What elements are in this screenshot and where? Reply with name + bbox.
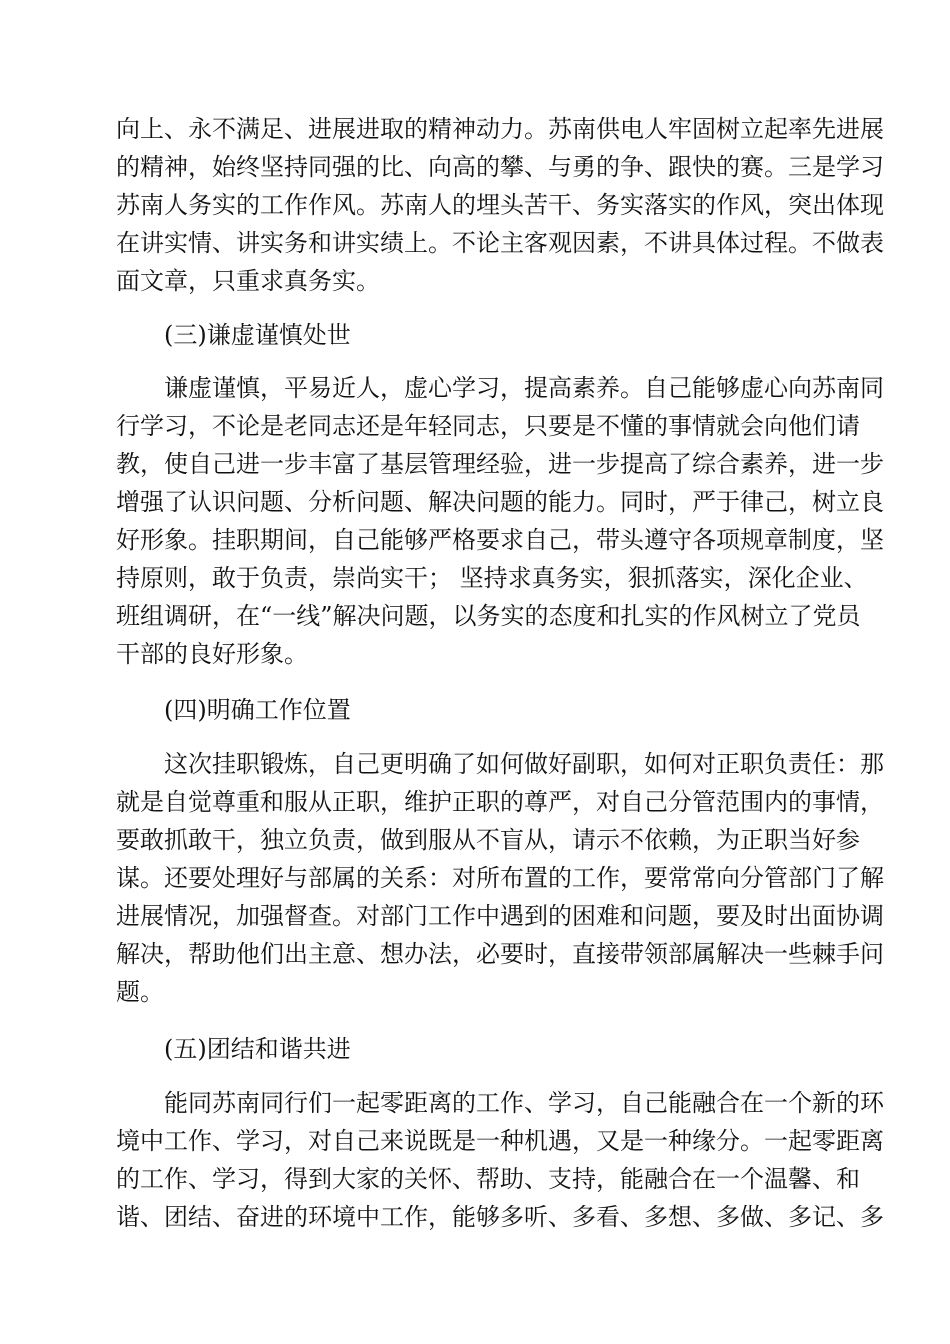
section-heading: (三)谦虚谨慎处世: [164, 321, 351, 349]
paragraph-line: 的精神，始终坚持同强的比、向高的攀、与勇的争、跟快的赛。三是学习: [116, 153, 884, 181]
section-heading: (五)团结和谐共进: [164, 1035, 351, 1063]
paragraph-line: 面文章，只重求真务实。: [116, 267, 380, 295]
paragraph-line: 增强了认识问题、分析问题、解决问题的能力。同时，严于律己，树立良: [116, 488, 884, 516]
paragraph-line: 要敢抓敢干，独立负责，做到服从不盲从，请示不依赖，为正职当好参: [116, 826, 860, 854]
paragraph-line: 这次挂职锻炼，自己更明确了如何做好副职，如何对正职负责任：那: [164, 750, 884, 778]
paragraph-line: 题。: [116, 978, 164, 1006]
section-heading: (四)明确工作位置: [164, 696, 351, 724]
paragraph-line: 解决，帮助他们出主意、想办法，必要时，直接带领部属解决一些棘手问: [116, 940, 884, 968]
paragraph-line: 谦虚谨慎，平易近人，虚心学习，提高素养。自己能够虚心向苏南同: [164, 374, 884, 402]
paragraph-line: 进展情况，加强督查。对部门工作中遇到的困难和问题，要及时出面协调: [116, 902, 884, 930]
paragraph-line: 教，使自己进一步丰富了基层管理经验，进一步提高了综合素养，进一步: [116, 450, 884, 478]
paragraph-line: 在讲实情、讲实务和讲实绩上。不论主客观因素，不讲具体过程。不做表: [116, 229, 884, 257]
paragraph-line: 的工作、学习，得到大家的关怀、帮助、支持，能融合在一个温馨、和: [116, 1165, 860, 1193]
paragraph-line: 就是自觉尊重和服从正职，维护正职的尊严，对自己分管范围内的事情，: [116, 788, 884, 816]
paragraph-line: 干部的良好形象。: [116, 640, 308, 668]
paragraph-line: 行学习，不论是老同志还是年轻同志，只要是不懂的事情就会向他们请: [116, 412, 860, 440]
paragraph-line: 苏南人务实的工作作风。苏南人的埋头苦干、务实落实的作风，突出体现: [116, 191, 884, 219]
paragraph-line: 向上、永不满足、进展进取的精神动力。苏南供电人牢固树立起率先进展: [116, 115, 884, 143]
paragraph-line: 境中工作、学习，对自己来说既是一种机遇，又是一种缘分。一起零距离: [116, 1127, 884, 1155]
paragraph-line: 好形象。挂职期间，自己能够严格要求自己，带头遵守各项规章制度，坚: [116, 526, 884, 554]
paragraph-line: 班组调研，在“一线”解决问题，以务实的态度和扎实的作风树立了党员: [116, 602, 861, 630]
paragraph-line: 能同苏南同行们一起零距离的工作、学习，自己能融合在一个新的环: [164, 1089, 884, 1117]
paragraph-line: 谐、团结、奋进的环境中工作，能够多听、多看、多想、多做、多记、多: [116, 1203, 884, 1231]
paragraph-line: 谋。还要处理好与部属的关系：对所布置的工作，要常常向分管部门了解: [116, 864, 884, 892]
paragraph-line: 持原则，敢于负责，崇尚实干； 坚持求真务实，狠抓落实，深化企业、: [116, 564, 868, 592]
